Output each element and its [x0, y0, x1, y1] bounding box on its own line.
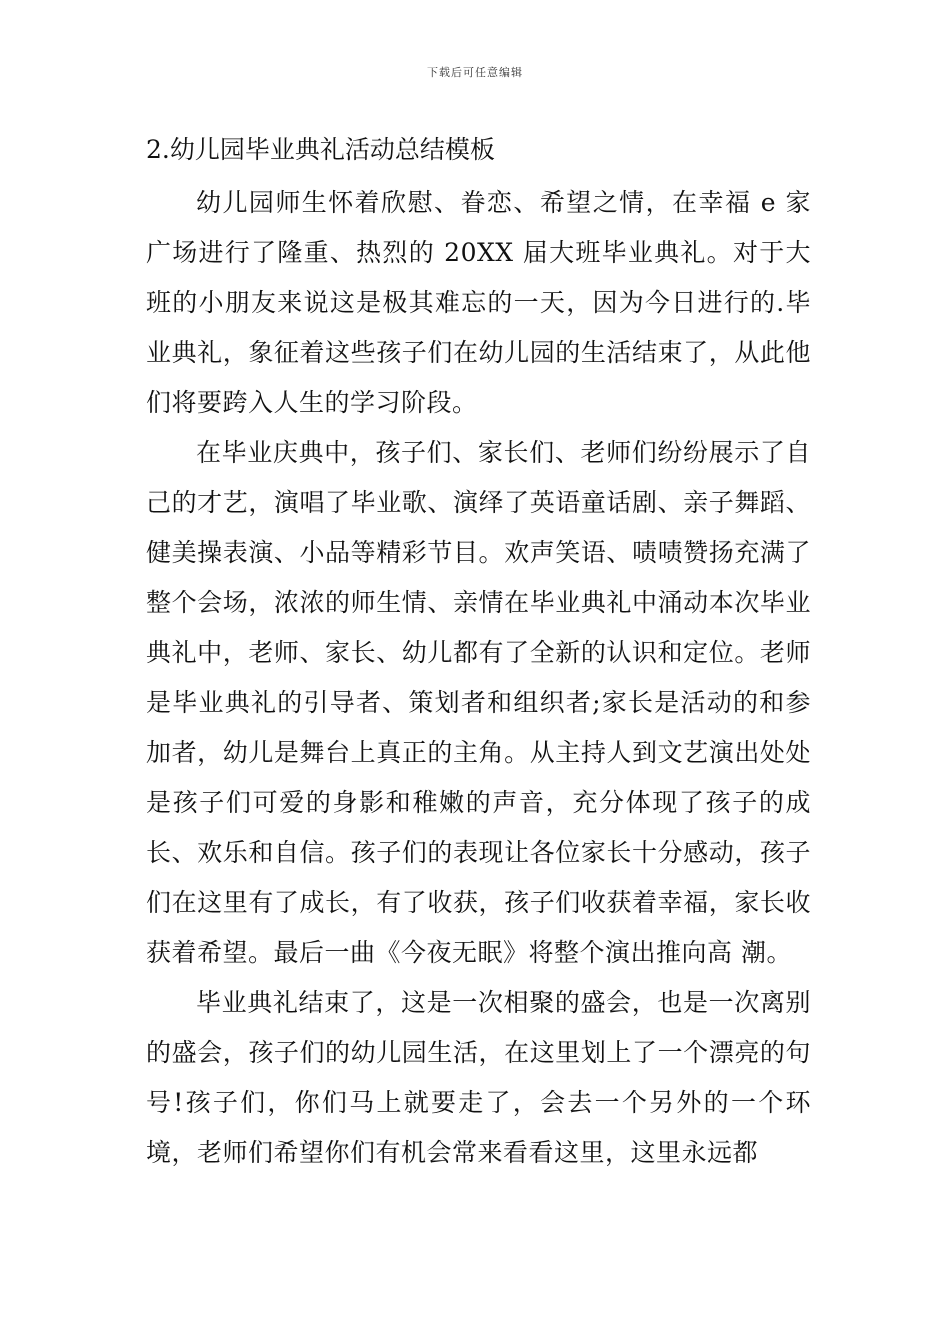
paragraph-opening: 幼儿园师生怀着欣慰、眷恋、希望之情，在幸福 e 家广场进行了隆重、热烈的 20XX 届大班毕业典礼。对于大班的小朋友来说这是极其难忘的一天，因为今日进行的.毕业典礼，象征着这些孩子们在幼儿园的生活结束了，从此他们将要跨入人生的学习阶段。	[146, 188, 811, 417]
paragraph-ceremony: 在毕业庆典中，孩子们、家长们、老师们纷纷展示了自己的才艺，演唱了毕业歌、演绎了英语童话剧、亲子舞蹈、健美操表演、小品等精彩节目。欢声笑语、啧啧赞扬充满了整个会场，浓浓的师生情、亲情在毕业典礼中涌动本次毕业典礼中，老师、家长、幼儿都有了全新的认识和定位。老师是毕业典礼的引导者、策划者和组织者;家长是活动的和参加者，幼儿是舞台上真正的主角。从主持人到文艺演出处处是孩子们可爱的身影和稚嫩的声音，充分体现了孩子的成长、欢乐和自信。孩子们的表现让各位家长十分感动，孩子们在这里有了成长，有了收获，孩子们收获着幸福，家长收获着希望。最后一曲《今夜无眠》将整个演出推向高 潮。	[146, 438, 811, 967]
document-title: 2.幼儿园毕业典礼活动总结模板	[146, 135, 495, 164]
document-body	[146, 128, 811, 1178]
paragraph-closing: 毕业典礼结束了，这是一次相聚的盛会，也是一次离别的盛会，孩子们的幼儿园生活，在这里划上了一个漂亮的句号!孩子们，你们马上就要走了，会去一个另外的一个环境，老师们希望你们有机会常来看看这里，这里永远都	[146, 988, 811, 1167]
page-header-note: 下载后可任意编辑	[427, 66, 523, 79]
